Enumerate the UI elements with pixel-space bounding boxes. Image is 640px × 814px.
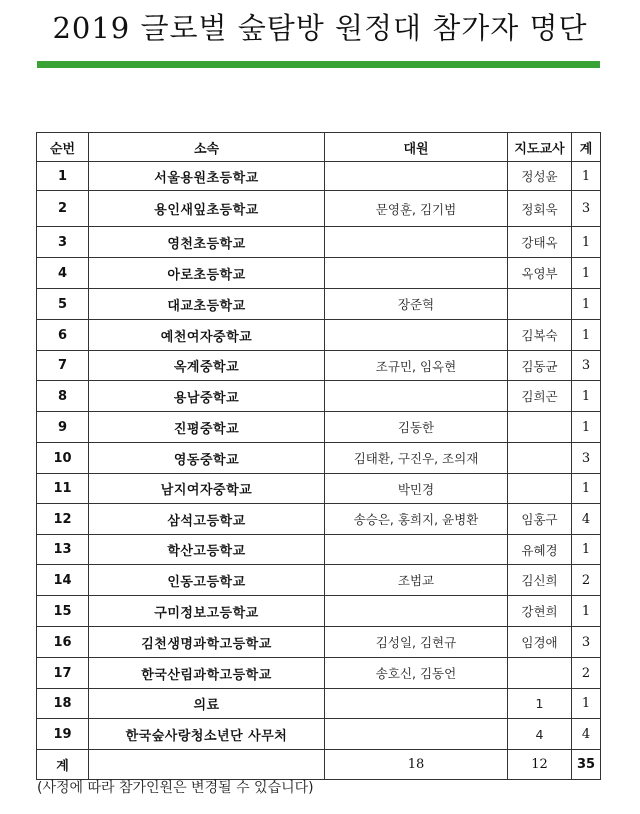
cell-no: 7 (37, 351, 89, 381)
cell-no: 12 (37, 504, 89, 535)
cell-count: 1 (572, 227, 601, 258)
cell-affiliation: 삼석고등학교 (89, 504, 325, 535)
cell-count: 3 (572, 351, 601, 381)
cell-count: 1 (572, 258, 601, 289)
cell-affiliation: 남지여자중학교 (89, 474, 325, 504)
cell-no: 16 (37, 627, 89, 658)
table-row (37, 627, 601, 658)
table-row (37, 381, 601, 412)
cell-affiliation: 예천여자중학교 (89, 320, 325, 351)
cell-no: 1 (37, 162, 89, 191)
cell-affiliation: 서울용원초등학교 (89, 162, 325, 191)
participant-table (36, 132, 601, 780)
cell-members (325, 535, 508, 565)
cell-teacher: 4 (508, 719, 572, 750)
cell-teacher: 정회욱 (508, 191, 572, 227)
cell-no: 17 (37, 658, 89, 689)
total-count: 35 (572, 750, 601, 780)
cell-members (325, 689, 508, 719)
cell-members (325, 227, 508, 258)
cell-count: 2 (572, 658, 601, 689)
cell-affiliation: 용남중학교 (89, 381, 325, 412)
cell-no: 18 (37, 689, 89, 719)
cell-members (325, 596, 508, 627)
cell-no: 15 (37, 596, 89, 627)
cell-teacher: 강태옥 (508, 227, 572, 258)
cell-teacher (508, 289, 572, 320)
cell-affiliation: 학산고등학교 (89, 535, 325, 565)
cell-teacher: 임홍구 (508, 504, 572, 535)
table-row (37, 289, 601, 320)
total-label: 계 (37, 750, 89, 780)
cell-teacher: 유혜경 (508, 535, 572, 565)
cell-members (325, 162, 508, 191)
table-row (37, 227, 601, 258)
header-count: 계 (572, 133, 601, 162)
cell-count: 1 (572, 320, 601, 351)
cell-count: 4 (572, 504, 601, 535)
header-members: 대원 (325, 133, 508, 162)
cell-members: 김성일, 김현규 (325, 627, 508, 658)
cell-teacher (508, 658, 572, 689)
cell-teacher: 강현희 (508, 596, 572, 627)
cell-no: 2 (37, 191, 89, 227)
total-members: 18 (325, 750, 508, 780)
cell-count: 1 (572, 535, 601, 565)
cell-members (325, 258, 508, 289)
cell-no: 3 (37, 227, 89, 258)
cell-affiliation: 한국산림과학고등학교 (89, 658, 325, 689)
cell-count: 1 (572, 381, 601, 412)
cell-affiliation: 용인새잎초등학교 (89, 191, 325, 227)
cell-members (325, 381, 508, 412)
footnote: (사정에 따라 참가인원은 변경될 수 있습니다) (37, 780, 314, 796)
cell-count: 3 (572, 191, 601, 227)
header-no: 순번 (37, 133, 89, 162)
table-row (37, 320, 601, 351)
cell-members: 장준혁 (325, 289, 508, 320)
cell-affiliation: 아로초등학교 (89, 258, 325, 289)
cell-teacher: 김희곤 (508, 381, 572, 412)
cell-no: 8 (37, 381, 89, 412)
cell-no: 19 (37, 719, 89, 750)
table-row (37, 412, 601, 443)
table-row (37, 351, 601, 381)
cell-teacher: 김동균 (508, 351, 572, 381)
table-header-row (37, 133, 601, 162)
cell-members: 박민경 (325, 474, 508, 504)
cell-no: 11 (37, 474, 89, 504)
cell-members: 김태환, 구진우, 조의재 (325, 443, 508, 474)
cell-affiliation: 영동중학교 (89, 443, 325, 474)
cell-affiliation: 한국숲사랑청소년단 사무처 (89, 719, 325, 750)
cell-no: 10 (37, 443, 89, 474)
cell-affiliation: 인동고등학교 (89, 565, 325, 596)
table-row (37, 596, 601, 627)
cell-count: 2 (572, 565, 601, 596)
cell-no: 13 (37, 535, 89, 565)
cell-teacher: 김복숙 (508, 320, 572, 351)
cell-no: 14 (37, 565, 89, 596)
cell-no: 6 (37, 320, 89, 351)
cell-affiliation: 김천생명과학고등학교 (89, 627, 325, 658)
cell-affiliation: 구미정보고등학교 (89, 596, 325, 627)
table-row (37, 191, 601, 227)
cell-members: 조범교 (325, 565, 508, 596)
table-row (37, 658, 601, 689)
total-teacher: 12 (508, 750, 572, 780)
cell-count: 1 (572, 289, 601, 320)
cell-members: 송호신, 김동언 (325, 658, 508, 689)
cell-members: 송승은, 홍희지, 윤병환 (325, 504, 508, 535)
cell-count: 1 (572, 689, 601, 719)
table-row (37, 565, 601, 596)
cell-no: 4 (37, 258, 89, 289)
cell-teacher (508, 412, 572, 443)
cell-affiliation: 의료 (89, 689, 325, 719)
header-teacher: 지도교사 (508, 133, 572, 162)
table-row (37, 719, 601, 750)
cell-affiliation: 진평중학교 (89, 412, 325, 443)
cell-members (325, 320, 508, 351)
title-underline-bar (37, 61, 600, 68)
cell-affiliation: 옥계중학교 (89, 351, 325, 381)
table-row (37, 443, 601, 474)
cell-affiliation: 대교초등학교 (89, 289, 325, 320)
total-affiliation (89, 750, 325, 780)
cell-count: 4 (572, 719, 601, 750)
cell-count: 1 (572, 412, 601, 443)
cell-teacher (508, 474, 572, 504)
table-row (37, 474, 601, 504)
cell-members: 조규민, 임옥현 (325, 351, 508, 381)
cell-members: 문영훈, 김기범 (325, 191, 508, 227)
cell-teacher: 정성윤 (508, 162, 572, 191)
cell-teacher (508, 443, 572, 474)
cell-members (325, 719, 508, 750)
table-row (37, 504, 601, 535)
cell-teacher: 옥영부 (508, 258, 572, 289)
cell-affiliation: 영천초등학교 (89, 227, 325, 258)
cell-teacher: 김신희 (508, 565, 572, 596)
table-row (37, 162, 601, 191)
cell-teacher: 1 (508, 689, 572, 719)
header-affiliation: 소속 (89, 133, 325, 162)
cell-teacher: 임경애 (508, 627, 572, 658)
cell-no: 5 (37, 289, 89, 320)
total-row (37, 750, 601, 780)
cell-count: 1 (572, 596, 601, 627)
page-title: 2019 글로벌 숲탐방 원정대 참가자 명단 (52, 11, 588, 45)
table-row (37, 535, 601, 565)
cell-count: 1 (572, 162, 601, 191)
cell-count: 3 (572, 627, 601, 658)
table-row (37, 258, 601, 289)
table-row (37, 689, 601, 719)
cell-count: 1 (572, 474, 601, 504)
cell-members: 김동한 (325, 412, 508, 443)
cell-no: 9 (37, 412, 89, 443)
cell-count: 3 (572, 443, 601, 474)
